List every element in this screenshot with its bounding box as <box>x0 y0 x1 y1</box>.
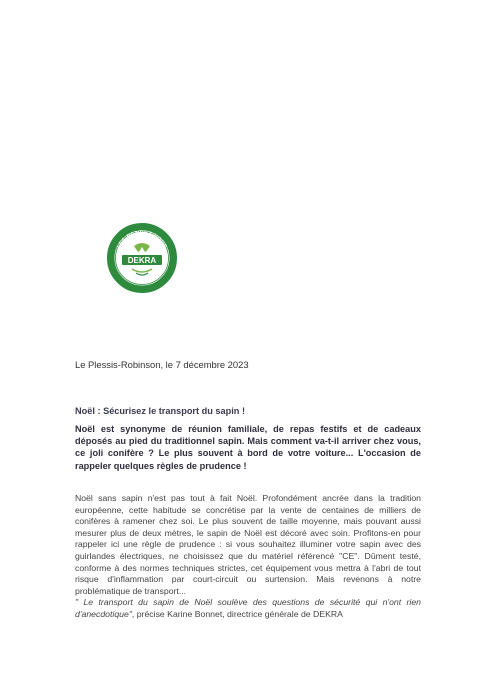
svg-text:DEKRA: DEKRA <box>127 256 157 265</box>
quote-italic-text: " Le transport du sapin de Noël soulève des questions de sécurité qui n'ont rien d'anecdotique" <box>75 597 421 619</box>
lead-paragraph: Noël est synonyme de réunion familiale, de repas festifs et de cadeaux déposés au pied du traditionnel sapin. Mais comment va-t-il arriver chez vous, ce joli conifère ? Le plus souvent à bord de votre voiture... L'occasion de rappeler quelques règles de prudence ! <box>75 424 421 471</box>
quote-attribution-text: , précise Karine Bonnet, directrice générale de DEKRA <box>131 608 343 619</box>
quote-paragraph <box>75 597 421 620</box>
dekra-seal-icon <box>106 222 178 294</box>
dekra-logo <box>106 222 178 294</box>
svg-text:DE LA SÉCURITÉ ROUTIÈRE: DE LA SÉCURITÉ ROUTIÈRE <box>114 260 170 287</box>
body-paragraph: Noël sans sapin n'est pas tout à fait Noël. Profondément ancrée dans la tradition européenne, cette habitude se concrétise par la vente de centaines de milliers de conifères à ramener chez soi. Le plus souvent de taille moyenne, mais pouvant aussi mesurer plus de deux mètres, le sapin de Noël est décoré avec soin. Profitons-en pour rappeler ici une règle de prudence : si vous souhaitez illuminer votre sapin avec des guirlandes électriques, ne choisissez que du matériel référencé "CE". Dûment testé, conforme à des normes techniques strictes, cet équipement vous mettra à l'abri de tout risque d'inflammation par court-circuit ou surtension. Mais revenons à notre problématique de transport... <box>75 493 421 596</box>
press-release-title: Noël : Sécurisez le transport du sapin ! <box>75 406 246 416</box>
svg-text:LES RENDEZ-VOUS: LES RENDEZ-VOUS <box>116 229 168 250</box>
dateline: Le Plessis-Robinson, le 7 décembre 2023 <box>75 359 249 370</box>
